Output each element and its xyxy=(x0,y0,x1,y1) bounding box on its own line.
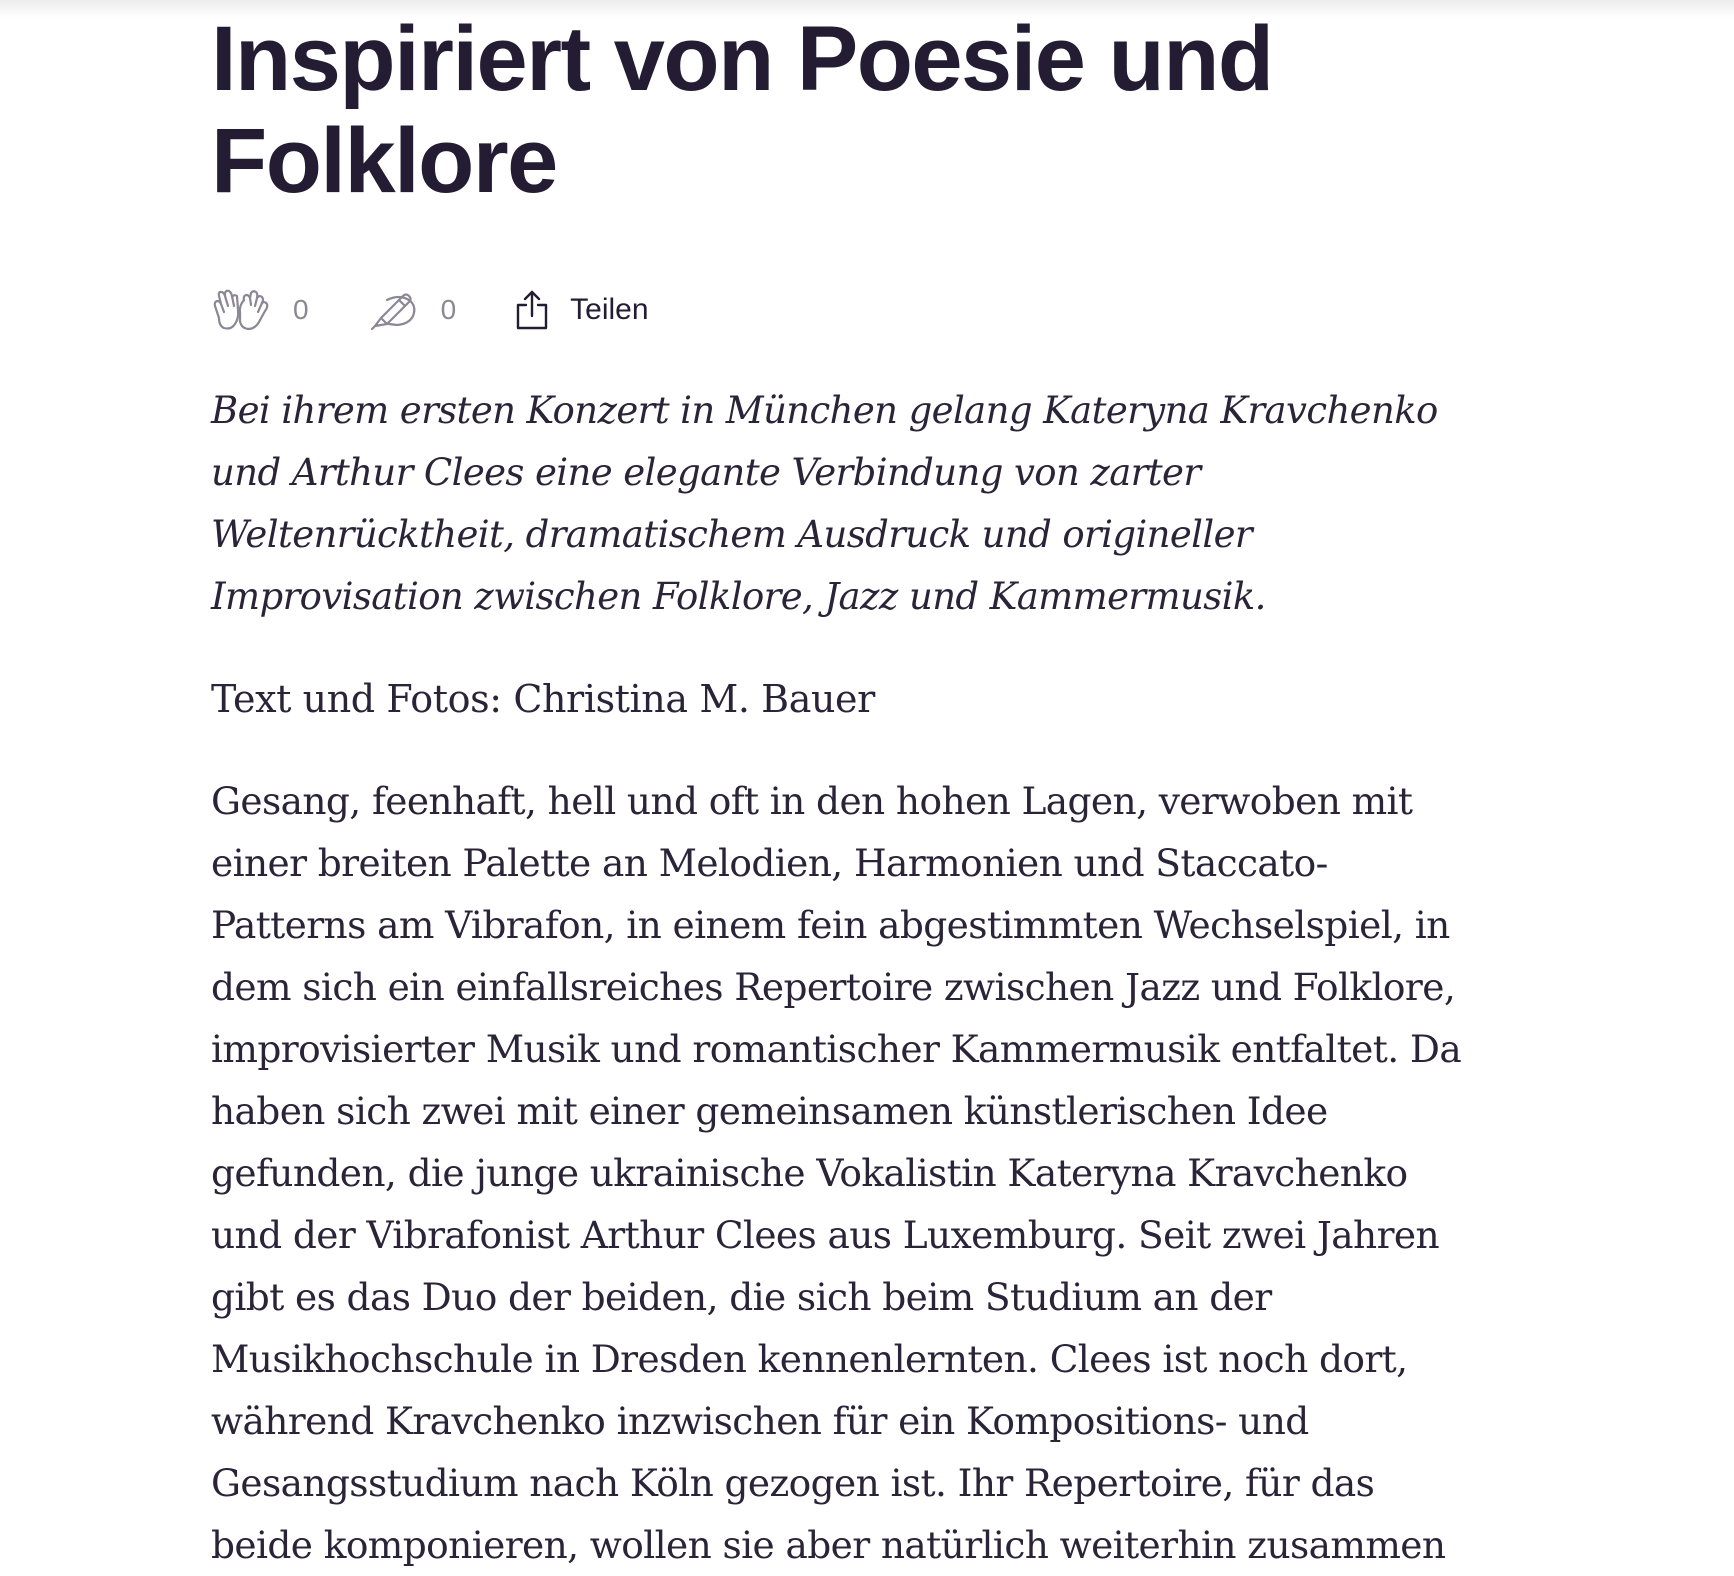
article-title: Inspiriert von Poesie und Folklore xyxy=(211,8,1273,212)
clap-button[interactable] xyxy=(211,288,309,332)
article-lead: Bei ihrem ersten Konzert in München gelang Kateryna Kravchenko und Arthur Clees eine elegante Verbindung von zarter Weltenrücktheit, dramatischem Ausdruck und origineller Improvisation zwischen Folklore, Jazz und Kammermusik. xyxy=(211,389,1438,618)
share-label: Teilen xyxy=(570,293,649,326)
comment-pen-icon xyxy=(369,288,419,332)
share-button[interactable] xyxy=(514,289,648,331)
comment-button[interactable] xyxy=(369,288,457,332)
clap-hands-icon xyxy=(211,288,271,332)
comment-count: 0 xyxy=(440,294,457,325)
clap-count: 0 xyxy=(293,294,309,325)
share-icon xyxy=(514,289,550,331)
article-credit: Text und Fotos: Christina M. Bauer xyxy=(211,677,875,721)
article xyxy=(211,0,1471,1576)
article-actions-bar xyxy=(211,282,1471,338)
article-body-paragraph: Gesang, feenhaft, hell und oft in den hohen Lagen, verwoben mit einer breiten Palette an Melodien, Harmonien und Staccato-Patterns am Vibrafon, in einem fein abgestimmten Wechselspiel, in dem sich ein einfallsreiches Repertoire zwischen Jazz und Folklore, improvisierter Musik und romantischer Kammermusik entfaltet. Da haben sich zwei mit einer gemeinsamen künstlerischen Idee gefunden, die junge ukrainische Vokalistin Kateryna Kravchenko und der Vibrafonist Arthur Clees aus Luxemburg. Seit zwei Jahren gibt es das Duo der beiden, die sich beim Studium an der Musikhochschule in Dresden kennenlernten. Clees ist noch dort, während Kravchenko inzwischen für ein Kompositions- und Gesangsstudium nach Köln gezogen ist. Ihr Repertoire, für das beide komponieren, wollen sie aber natürlich weiterhin zusammen xyxy=(211,779,1462,1567)
